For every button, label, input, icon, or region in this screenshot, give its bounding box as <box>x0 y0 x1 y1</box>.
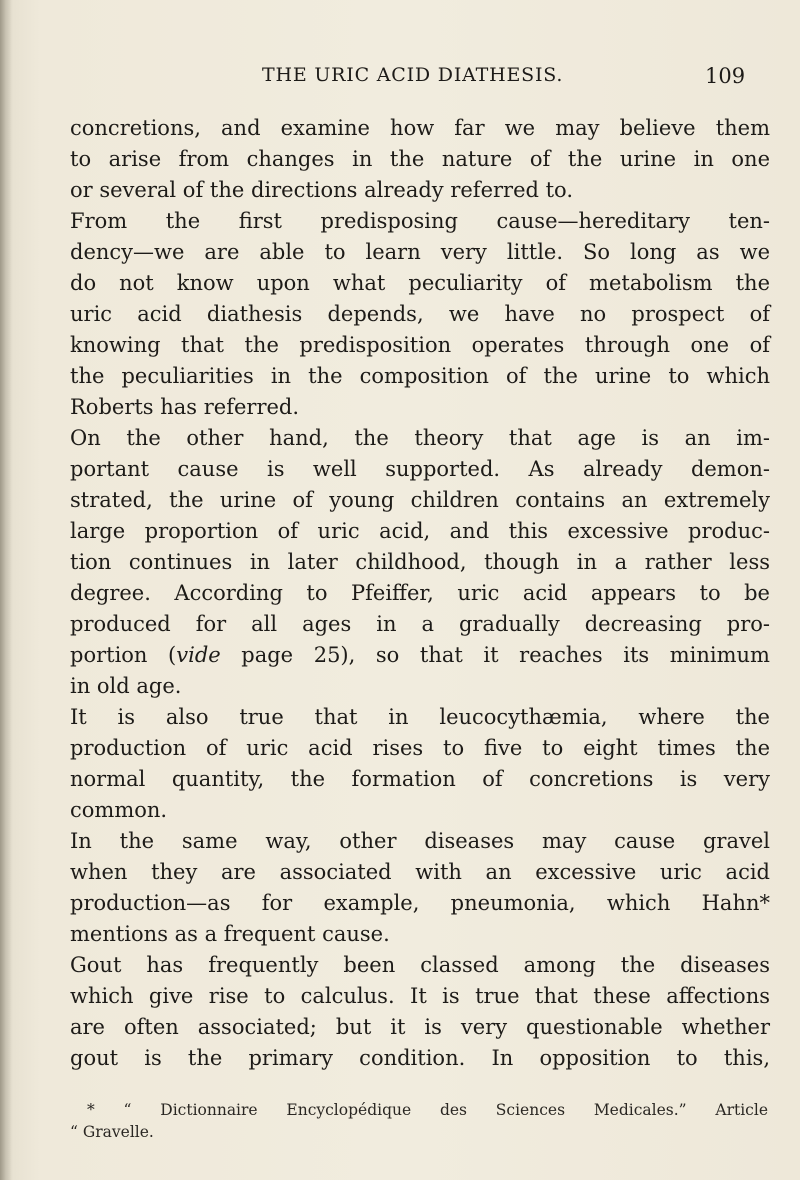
text-line: gout is the primary condition. In opposition to this, <box>70 1046 770 1070</box>
page-number: 109 <box>705 64 746 88</box>
binding-gutter-shadow <box>0 0 12 1180</box>
text-line: common. <box>70 798 168 822</box>
text-line: the peculiarities in the composition of the urine to which <box>70 364 770 388</box>
text-line: large proportion of uric acid, and this excessive produc- <box>70 519 770 543</box>
text-line: produced for all ages in a gradually decreasing pro- <box>70 612 770 636</box>
text-line: strated, the urine of young children contains an extremely <box>70 488 770 512</box>
footnote <box>70 1099 768 1143</box>
text-line: knowing that the predisposition operates through one of <box>70 333 770 357</box>
text-line: Gout has frequently been classed among the diseases <box>70 953 770 977</box>
text-line: in old age. <box>70 674 182 698</box>
text-line: degree. According to Pfeiffer, uric acid appears to be <box>70 581 770 605</box>
body-text <box>70 113 770 1074</box>
page-header <box>0 64 800 104</box>
text-line: to arise from changes in the nature of the urine in one <box>70 147 770 171</box>
footnote-line: “ Gravelle. <box>70 1123 154 1141</box>
text-line: tion continues in later childhood, though in a rather less <box>70 550 770 574</box>
text-line: dency—we are able to learn very little. So long as we <box>70 240 770 264</box>
text-line: normal quantity, the formation of concretions is very <box>70 767 770 791</box>
text-line: It is also true that in leucocythæmia, where the <box>70 705 770 729</box>
text-line: are often associated; but it is very questionable whether <box>70 1015 770 1039</box>
footnote-line: * “ Dictionnaire Encyclopédique des Sciences Medicales.” Article <box>87 1101 768 1119</box>
text-line: when they are associated with an excessive uric acid <box>70 860 770 884</box>
text-line: In the same way, other diseases may cause gravel <box>70 829 770 853</box>
text-line: portant cause is well supported. As already demon- <box>70 457 770 481</box>
text-line: production—as for example, pneumonia, which Hahn* <box>70 891 770 915</box>
text-line: portion (vide page 25), so that it reaches its minimum <box>70 643 770 667</box>
text-line: production of uric acid rises to five to eight times the <box>70 736 770 760</box>
text-line: Roberts has referred. <box>70 395 300 419</box>
text-line: On the other hand, the theory that age is an im- <box>70 426 770 450</box>
text-line: From the first predisposing cause—hereditary ten- <box>70 209 770 233</box>
italic-vide: vide <box>176 643 221 667</box>
text-line: concretions, and examine how far we may believe them <box>70 116 770 140</box>
text-line: mentions as a frequent cause. <box>70 922 390 946</box>
running-head: THE URIC ACID DIATHESIS. <box>262 64 564 86</box>
text-line: or several of the directions already referred to. <box>70 178 574 202</box>
text-line: which give rise to calculus. It is true that these affections <box>70 984 770 1008</box>
text-line: do not know upon what peculiarity of metabolism the <box>70 271 770 295</box>
text-line: uric acid diathesis depends, we have no prospect of <box>70 302 770 326</box>
